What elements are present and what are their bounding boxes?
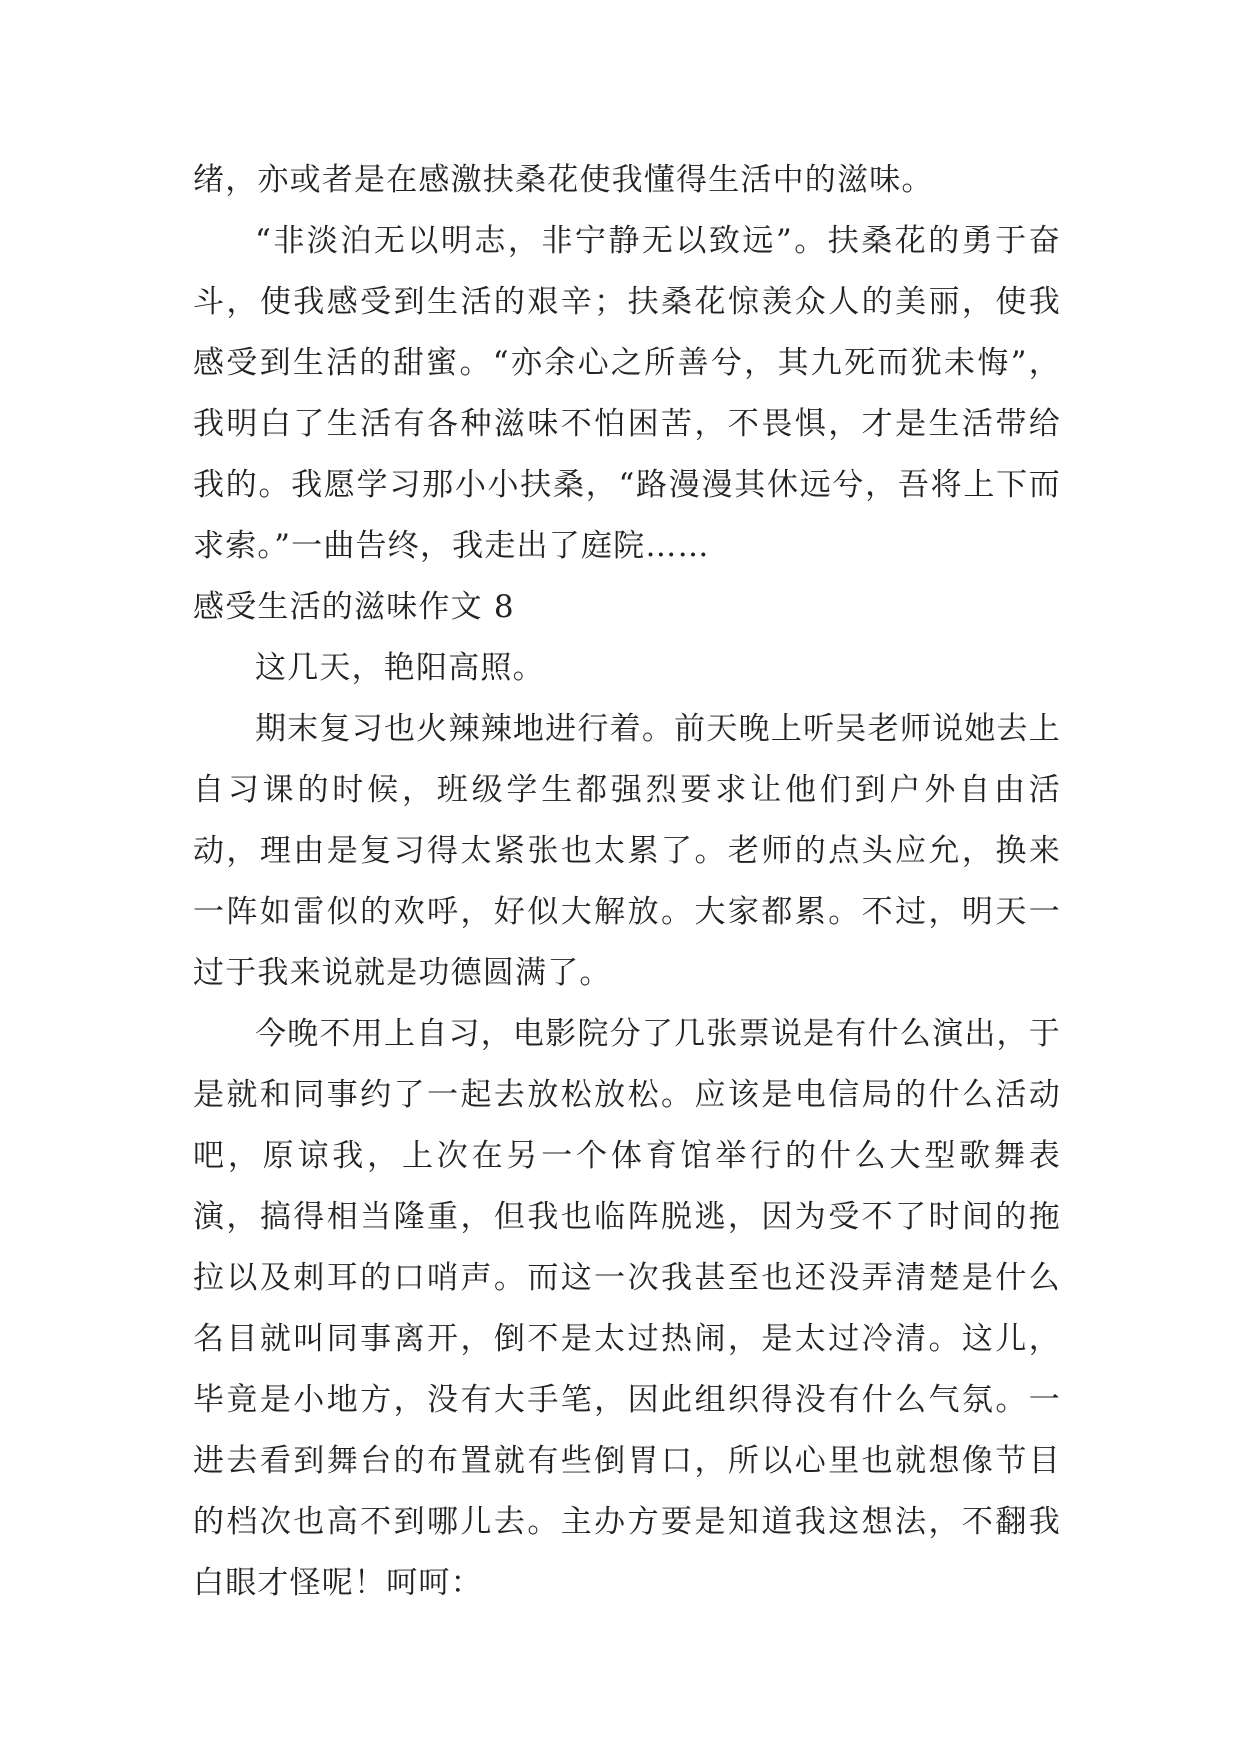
paragraph-evening: 今晚不用上自习，电影院分了几张票说是有什么演出，于是就和同事约了一起去放松放松。应该是电信局的什么活动吧，原谅我，上次在另一个体育馆举行的什么大型歌舞表演，搞得相当隆重，但我也临阵脱逃，因为受不了时间的拖拉以及刺耳的口哨声。而这一次我甚至也还没弄清楚是什么名目就叫同事离开，倒不是太过热闹，是太过冷清。这儿，毕竟是小地方，没有大手笔，因此组织得没有什么气氛。一进去看到舞台的布置就有些倒胃口，所以心里也就想像节目的档次也高不到哪儿去。主办方要是知道我这想法，不翻我白眼才怪呢！呵呵：	[193, 1016, 1061, 1601]
paragraph-quote: “非淡泊无以明志，非宁静无以致远”。扶桑花的勇于奋斗，使我感受到生活的艰辛；扶桑花惊羡众人的美丽，使我感受到生活的甜蜜。“亦余心之所善兮，其九死而犹未悔”，我明白了生活有各种滋味不怕困苦，不畏惧，才是生活带给我的。我愿学习那小小扶桑，“路漫漫其休远兮，吾将上下而求索。”一曲告终，我走出了庭院……	[193, 223, 1061, 564]
paragraph-continuation: 绪，亦或者是在感激扶桑花使我懂得生活中的滋味。	[193, 162, 934, 198]
paragraph-weather: 这几天，艳阳高照。	[255, 650, 545, 686]
section-title: 感受生活的滋味作文 8	[193, 589, 515, 625]
paragraph-review: 期末复习也火辣辣地进行着。前天晚上听吴老师说她去上自习课的时候，班级学生都强烈要求让他们到户外自由活动，理由是复习得太紧张也太累了。老师的点头应允，换来一阵如雷似的欢呼，好似大解放。大家都累。不过，明天一过于我来说就是功德圆满了。	[193, 711, 1061, 991]
document-body	[193, 150, 1061, 1614]
